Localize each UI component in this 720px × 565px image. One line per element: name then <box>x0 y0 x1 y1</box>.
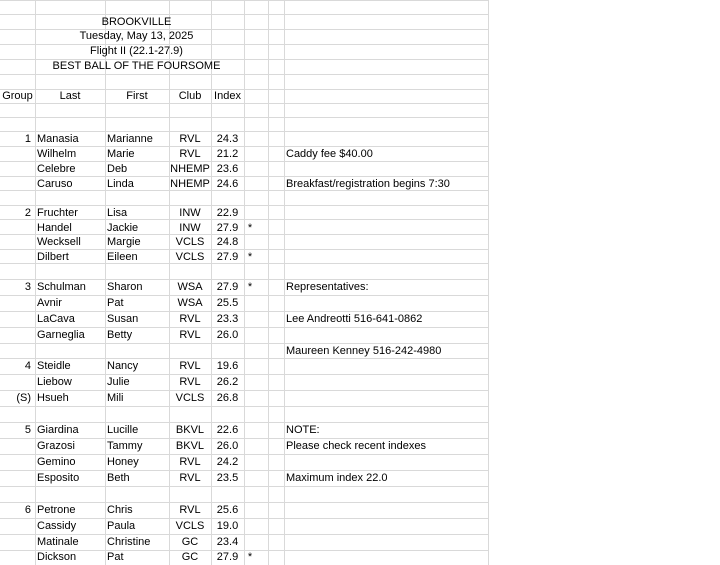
club-code: BKVL <box>175 440 205 452</box>
club-code: VCLS <box>175 392 205 404</box>
group-number: 5 <box>24 424 31 436</box>
last-name: Hsueh <box>37 392 69 404</box>
last-name: Dilbert <box>37 251 69 263</box>
handicap-index: 26.0 <box>216 329 239 341</box>
last-name: Handel <box>37 222 72 234</box>
last-name: Gemino <box>37 456 76 468</box>
index-mark: * <box>247 222 253 234</box>
first-name: Beth <box>107 472 130 484</box>
handicap-index: 23.5 <box>216 472 239 484</box>
side-note: Caddy fee $40.00 <box>286 148 373 160</box>
club-code: WSA <box>177 281 203 293</box>
event-date: Tuesday, May 13, 2025 <box>79 30 194 42</box>
club-code: VCLS <box>175 236 205 248</box>
first-name: Paula <box>107 520 136 532</box>
last-name: Avnir <box>37 297 62 309</box>
club-code: RVL <box>179 133 201 145</box>
handicap-index: 25.6 <box>216 504 239 516</box>
first-name: Julie <box>107 376 130 388</box>
handicap-index: 23.3 <box>216 313 239 325</box>
first-name: Deb <box>107 163 128 175</box>
club-code: VCLS <box>175 251 205 263</box>
last-name: Manasia <box>37 133 79 145</box>
first-name: Pat <box>107 551 124 563</box>
club-code: RVL <box>179 313 201 325</box>
first-name: Honey <box>107 456 139 468</box>
last-name: Caruso <box>37 178 73 190</box>
first-name: Tammy <box>107 440 143 452</box>
club-code: WSA <box>177 297 203 309</box>
first-name: Chris <box>107 504 133 516</box>
last-name: Steidle <box>37 360 71 372</box>
club-code: RVL <box>179 456 201 468</box>
last-name: Esposito <box>37 472 80 484</box>
last-name: Liebow <box>37 376 72 388</box>
handicap-index: 27.9 <box>216 281 239 293</box>
index-mark: * <box>247 251 253 263</box>
first-name: Pat <box>107 297 124 309</box>
club-code: GC <box>181 551 199 563</box>
first-name: Eileen <box>107 251 138 263</box>
club-code: RVL <box>179 360 201 372</box>
last-name: Celebre <box>37 163 76 175</box>
last-name: Petrone <box>37 504 76 516</box>
handicap-index: 19.0 <box>216 520 239 532</box>
club-code: INW <box>179 207 201 219</box>
handicap-index: 24.8 <box>216 236 239 248</box>
last-name: Grazosi <box>37 440 75 452</box>
last-name: LaCava <box>37 313 75 325</box>
club-code: INW <box>179 222 201 234</box>
club-code: RVL <box>179 329 201 341</box>
club-code: RVL <box>179 148 201 160</box>
handicap-index: 25.5 <box>216 297 239 309</box>
side-note: Lee Andreotti 516-641-0862 <box>286 313 423 325</box>
club-code: BKVL <box>175 424 205 436</box>
side-note: Breakfast/registration begins 7:30 <box>286 178 450 190</box>
column-header-last: Last <box>59 90 81 102</box>
group-number: (S) <box>16 392 31 404</box>
side-note: Representatives: <box>286 281 369 293</box>
group-number: 4 <box>24 360 31 372</box>
first-name: Jackie <box>107 222 139 234</box>
last-name: Wilhelm <box>37 148 77 160</box>
first-name: Betty <box>107 329 133 341</box>
first-name: Lisa <box>107 207 128 219</box>
last-name: Dickson <box>37 551 77 563</box>
club-code: NHEMP <box>170 178 210 190</box>
first-name: Nancy <box>107 360 139 372</box>
first-name: Susan <box>107 313 139 325</box>
handicap-index: 24.3 <box>216 133 239 145</box>
first-name: Linda <box>107 178 134 190</box>
handicap-index: 27.9 <box>216 551 239 563</box>
last-name: Fruchter <box>37 207 78 219</box>
club-code: RVL <box>179 376 201 388</box>
first-name: Sharon <box>107 281 143 293</box>
handicap-index: 23.4 <box>216 536 239 548</box>
last-name: Schulman <box>37 281 86 293</box>
last-name: Garneglia <box>37 329 85 341</box>
club-code: NHEMP <box>170 163 210 175</box>
club-code: GC <box>181 536 199 548</box>
side-note: Maureen Kenney 516-242-4980 <box>286 345 442 357</box>
handicap-index: 26.8 <box>216 392 239 404</box>
index-mark: * <box>247 551 253 563</box>
handicap-index: 26.2 <box>216 376 239 388</box>
side-note: NOTE: <box>286 424 320 436</box>
handicap-index: 24.2 <box>216 456 239 468</box>
first-name: Marie <box>107 148 135 160</box>
first-name: Margie <box>107 236 141 248</box>
flight-label: Flight II (22.1-27.9) <box>90 45 183 57</box>
column-header-index: Index <box>214 90 241 102</box>
group-number: 1 <box>24 133 31 145</box>
last-name: Cassidy <box>37 520 77 532</box>
side-note: Please check recent indexes <box>286 440 427 452</box>
handicap-index: 22.6 <box>216 424 239 436</box>
group-number: 6 <box>24 504 31 516</box>
handicap-index: 27.9 <box>216 222 239 234</box>
last-name: Matinale <box>37 536 79 548</box>
last-name: Wecksell <box>37 236 81 248</box>
handicap-index: 26.0 <box>216 440 239 452</box>
handicap-index: 27.9 <box>216 251 239 263</box>
column-header-club: Club <box>178 90 202 102</box>
handicap-index: 24.6 <box>216 178 239 190</box>
group-number: 2 <box>24 207 31 219</box>
club-code: RVL <box>179 504 201 516</box>
first-name: Christine <box>107 536 151 548</box>
column-header-first: First <box>126 90 148 102</box>
club-code: VCLS <box>175 520 205 532</box>
handicap-index: 22.9 <box>216 207 239 219</box>
format-label: BEST BALL OF THE FOURSOME <box>52 60 221 72</box>
first-name: Mili <box>107 392 124 404</box>
index-mark: * <box>247 281 253 293</box>
first-name: Lucille <box>107 424 139 436</box>
club-code: RVL <box>179 472 201 484</box>
event-title: BROOKVILLE <box>101 16 172 28</box>
group-number: 3 <box>24 281 31 293</box>
handicap-index: 19.6 <box>216 360 239 372</box>
first-name: Marianne <box>107 133 153 145</box>
last-name: Giardina <box>37 424 79 436</box>
column-header-group: Group <box>2 90 33 102</box>
handicap-index: 21.2 <box>216 148 239 160</box>
side-note: Maximum index 22.0 <box>286 472 388 484</box>
handicap-index: 23.6 <box>216 163 239 175</box>
